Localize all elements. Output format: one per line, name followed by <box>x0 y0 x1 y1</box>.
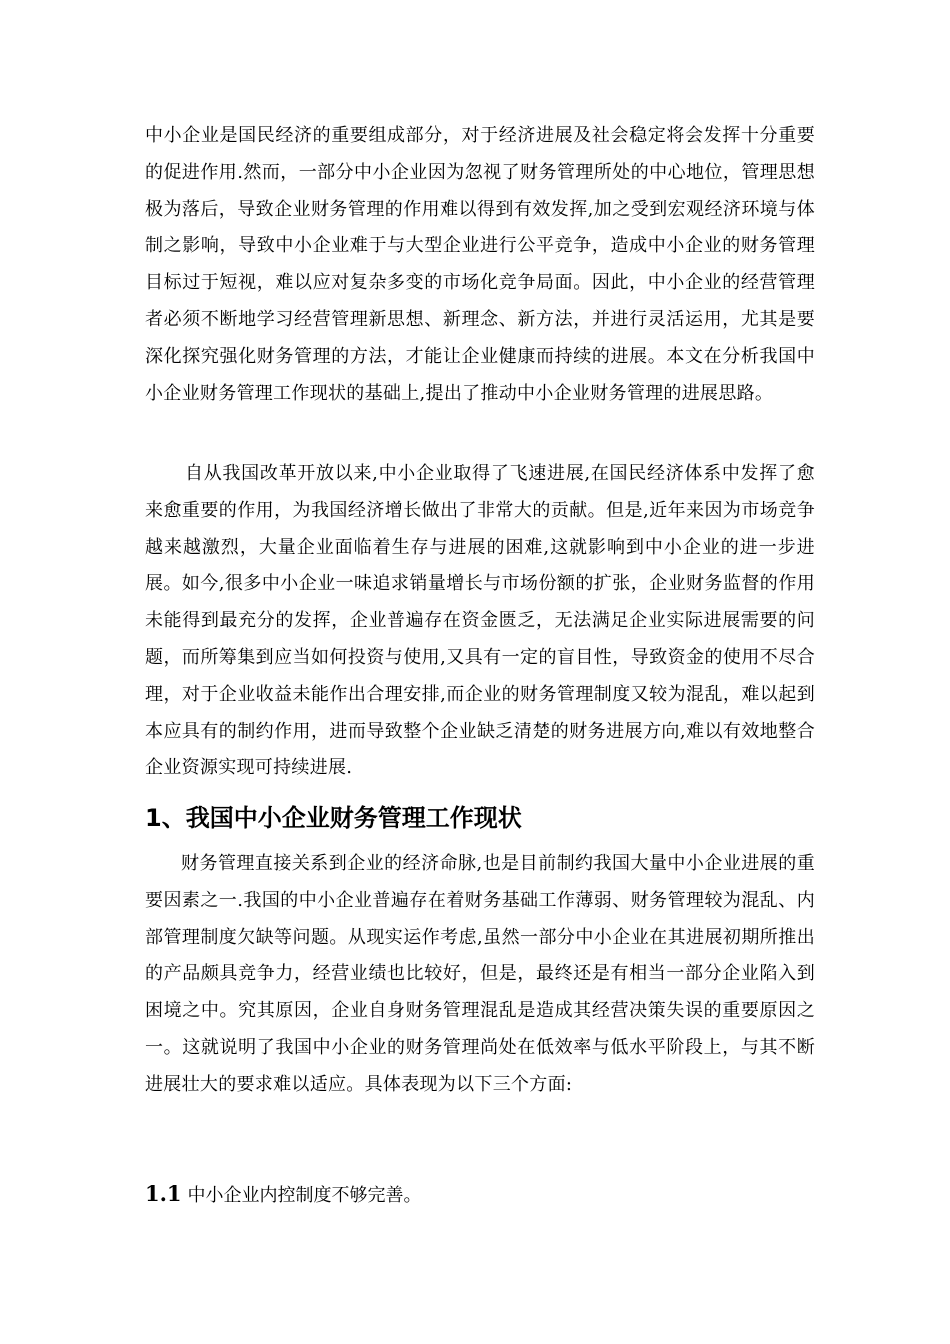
section-paragraph: 财务管理直接关系到企业的经济命脉,也是目前制约我国大量中小企业进展的重要因素之一.我国的中小企业普遍存在着财务基础工作薄弱、财务管理较为混乱、内部管理制度欠缺等问题。从现实运作考虑,虽然一部分中小企业在其进展初期所推出的产品颇具竞争力，经营业绩也比较好，但是，最终还是有相当一部分企业陷入到困境之中。究其原因，企业自身财务管理混乱是造成其经营决策失误的重要原因之一。这就说明了我国中小企业的财务管理尚处在低效率与低水平阶段上，与其不断进展壮大的要求难以适应。具体表现为以下三个方面: <box>145 853 815 1095</box>
subsection-title: 中小企业内控制度不够完善。 <box>187 1185 422 1206</box>
background-paragraph: 自从我国改革开放以来,中小企业取得了飞速进展,在国民经济体系中发挥了愈来愈重要的作用，为我国经济增长做出了非常大的贡献。但是,近年来因为市场竞争越来越激烈，大量企业面临着生存与进展的困难,这就影响到中小企业的进一步进展。如今,很多中小企业一味追求销量增长与市场份额的扩张，企业财务监督的作用未能得到最充分的发挥，企业普遍存在资金匮乏，无法满足企业实际进展需要的问题，而所筹集到应当如何投资与使用,又具有一定的盲目性，导致资金的使用不尽合理，对于企业收益未能作出合理安排,而企业的财务管理制度又较为混乱，难以起到本应具有的制约作用，进而导致整个企业缺乏清楚的财务进展方向,难以有效地整合企业资源实现可持续进展. <box>145 463 815 779</box>
intro-paragraph: 中小企业是国民经济的重要组成部分，对于经济进展及社会稳定将会发挥十分重要的促进作用.然而，一部分中小企业因为忽视了财务管理所处的中心地位，管理思想极为落后，导致企业财务管理的作用难以得到有效发挥,加之受到宏观经济环境与体制之影响，导致中小企业难于与大型企业进行公平竞争，造成中小企业的财务管理目标过于短视，难以应对复杂多变的市场化竞争局面。因此，中小企业的经营管理者必须不断地学习经营管理新思想、新理念、新方法，并进行灵活运用，尤其是要深化探究强化财务管理的方法，才能让企业健康而持续的进展。本文在分析我国中小企业财务管理工作现状的基础上,提出了推动中小企业财务管理的进展思路。 <box>145 125 815 404</box>
subsection-number: 1.1 <box>145 1181 182 1206</box>
subsection-heading <box>145 1176 422 1214</box>
section-heading: 1、我国中小企业财务管理工作现状 <box>145 804 522 832</box>
